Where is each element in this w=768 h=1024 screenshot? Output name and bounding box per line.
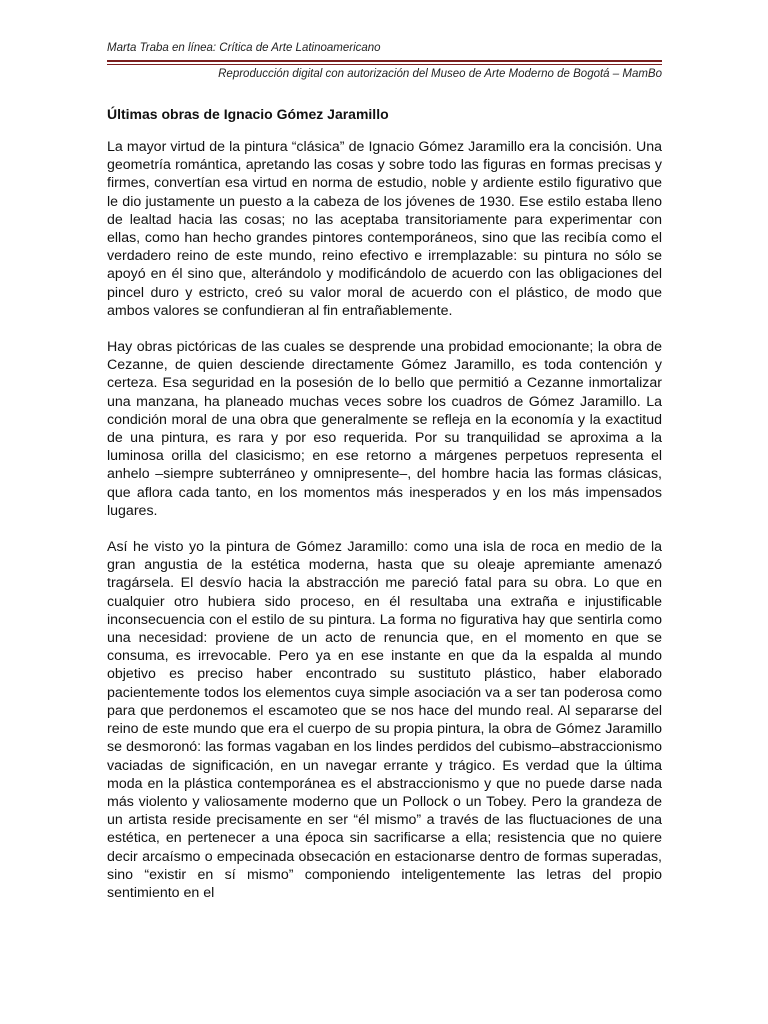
paragraph-1: La mayor virtud de la pintura “clásica” de Ignacio Gómez Jaramillo era la concisión. Una geometría romántica, apretando las cosas y sobre todo las figuras en formas precisas y firmes, convertían esa virtud en norma de estudio, noble y ardiente estilo figurativo que le dio justamente un puesto a la cabeza de los jóvenes de 1930. Ese estilo estaba lleno de lealtad hacia las cosas; no las aceptaba transitoriamente para experimentar con ellas, como han hecho grandes pintores contemporáneos, sino que las recibía como el verdadero reino de este mundo, reino efectivo e irremplazable: su pintura no sólo se apoyó en él sino que, alterándolo y modificándolo de acuerdo con las obligaciones del pincel duro y estricto, creó su valor moral de acuerdo con el plástico, de modo que ambos valores se confundieran al fin entrañablemente.	[107, 139, 662, 319]
header-subtitle: Reproducción digital con autorización del Museo de Arte Moderno de Bogotá – MamBo	[218, 68, 662, 80]
paragraph-2: Hay obras pictóricas de las cuales se desprende una probidad emocionante; la obra de Cezanne, de quien desciende directamente Gómez Jaramillo, es toda contención y certeza. Esa seguridad en la posesión de lo bello que permitió a Cezanne inmortalizar una manzana, ha planeado muchas veces sobre los cuadros de Gómez Jaramillo. La condición moral de una obra que generalmente se refleja en la economía y la exactitud de una pintura, es rara y por eso requerida. Por su tranquilidad se aproxima a la luminosa orilla del clasicismo; en ese retorno a márgenes perpetuos representa el anhelo –siempre subterráneo y omnipresente–, del hombre hacia las formas clásicas, que aflora cada tanto, en los momentos más inesperados y en los más impensados lugares.	[107, 339, 662, 519]
header-rule-bottom	[107, 64, 662, 65]
document-body	[107, 138, 662, 920]
header-title: Marta Traba en línea: Crítica de Arte Latinoamericano	[107, 42, 381, 54]
header-rule-top	[107, 60, 662, 62]
document-title: Últimas obras de Ignacio Gómez Jaramillo	[107, 106, 389, 122]
paragraph-3: Así he visto yo la pintura de Gómez Jaramillo: como una isla de roca en medio de la gran angustia de la estética moderna, hasta que su oleaje apremiante amenazó tragársela. El desvío hacia la abstracción me pareció fatal para su obra. Lo que en cualquier otro hubiera sido proceso, en él resultaba una extraña e injustificable inconsecuencia con el estilo de su pintura. La forma no figurativa hay que sentirla como una necesidad: proviene de un acto de renuncia que, en el momento en que se consuma, es irrevocable. Pero ya en ese instante en que da la espalda al mundo objetivo es preciso haber encontrado su sustituto plástico, haber elaborado pacientemente todos los elementos cuya simple asociación va a ser tan poderosa como para que perdonemos el escamoteo que se nos hace del mundo real. Al separarse del reino de este mundo que era el cuerpo de su propia pintura, la obra de Gómez Jaramillo se desmoronó: las formas vagaban en los lindes perdidos del cubismo–abstraccionismo vaciadas de significación, en un navegar errante y trágico. Es verdad que la última moda en la plástica contemporánea es el abstraccionismo y que no puede darse nada más violento y valiosamente moderno que un Pollock o un Tobey. Pero la grandeza de un artista reside precisamente en ser “él mismo” a través de las fluctuaciones de una estética, en pertenecer a una época sin sacrificarse a ella; resistencia que no quiere decir arcaísmo o empecinada obsecación en estacionarse dentro de formas superadas, sino “existir en sí mismo” componiendo inteligentemente las letras del propio sentimiento en el	[107, 539, 662, 901]
